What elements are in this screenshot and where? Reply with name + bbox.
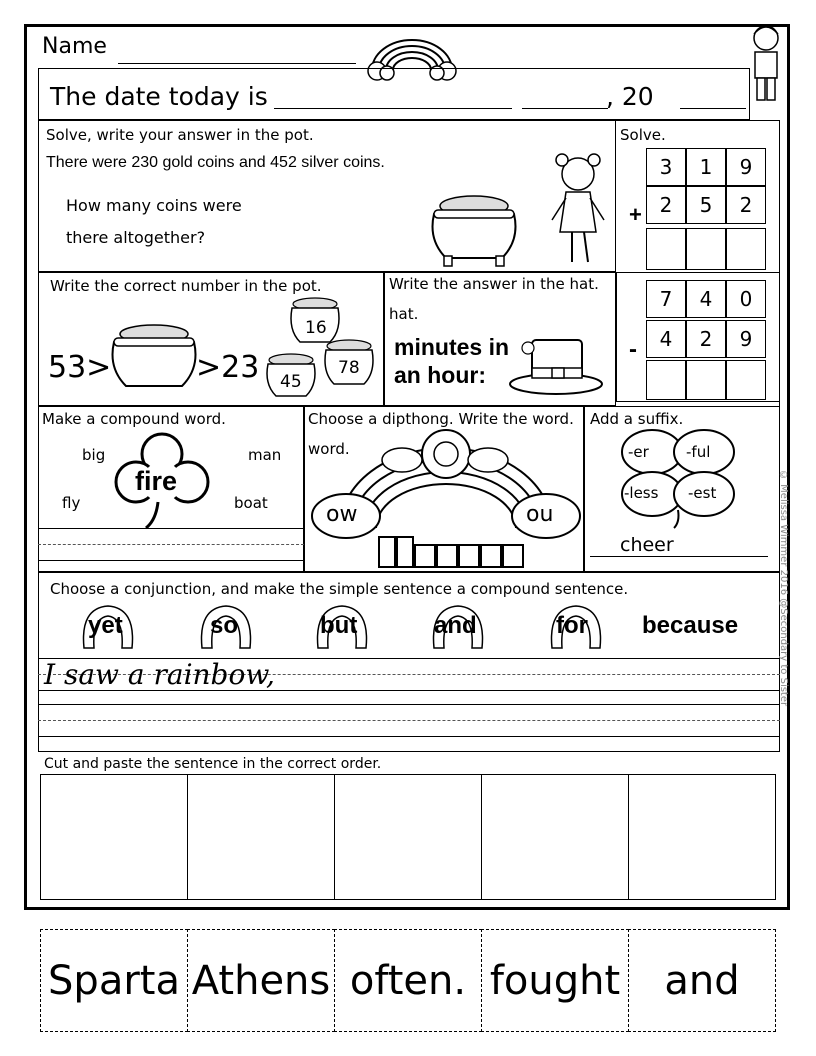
date-label: The date today is <box>50 82 268 111</box>
add-answer-cell[interactable] <box>686 228 726 270</box>
conjunction-and[interactable]: and <box>434 612 477 639</box>
cut-paste-instruction: Cut and paste the sentence in the correct order. <box>44 756 382 772</box>
cut-word-fought[interactable]: fought <box>481 929 629 1032</box>
compound-line-top <box>38 528 304 529</box>
sub-answer-cell[interactable] <box>646 360 686 400</box>
compare-instruction: Write the correct number in the pot. <box>50 277 322 295</box>
solve-label: Solve. <box>620 126 666 144</box>
minus-operator: - <box>629 336 637 363</box>
writing-line[interactable] <box>38 736 780 737</box>
sub-answer-cell[interactable] <box>726 360 766 400</box>
leprechaun-hat-icon[interactable] <box>508 334 604 398</box>
date-day-line[interactable] <box>522 108 608 109</box>
cut-word-often[interactable]: often. <box>334 929 482 1032</box>
dipthong-instruction: Choose a dipthong. Write the word. <box>308 410 574 428</box>
sub-cell: 2 <box>686 320 726 358</box>
conjunction-sentence: I saw a rainbow, <box>44 658 275 691</box>
letter-box[interactable] <box>396 536 414 568</box>
copyright-text: © Melissa Wimmer 2016 @Secondary to Sister <box>778 470 789 707</box>
name-label: Name <box>42 34 107 59</box>
hat-instruction-cont: hat. <box>389 305 419 323</box>
compound-word-fly[interactable]: fly <box>62 494 81 512</box>
compound-word-big[interactable]: big <box>82 446 106 464</box>
suffix-est[interactable]: -est <box>688 484 717 502</box>
sub-cell: 4 <box>686 280 726 318</box>
suffix-base-word: cheer <box>620 534 674 556</box>
cut-word-athens[interactable]: Athens <box>187 929 335 1032</box>
compound-line-mid <box>38 544 304 545</box>
compound-word-boat[interactable]: boat <box>234 494 268 512</box>
dipthong-option-ou[interactable]: ou <box>526 502 554 527</box>
add-cell: 5 <box>686 186 726 224</box>
letter-box[interactable] <box>436 544 458 568</box>
word-problem-question-2: there altogether? <box>66 228 206 247</box>
add-cell: 9 <box>726 148 766 186</box>
cut-word-and[interactable]: and <box>628 929 776 1032</box>
suffix-ful[interactable]: -ful <box>686 443 711 461</box>
conjunction-instruction: Choose a conjunction, and make the simple sentence a compound sentence. <box>50 580 629 598</box>
compound-word-man[interactable]: man <box>248 446 282 464</box>
add-answer-cell[interactable] <box>726 228 766 270</box>
compare-left: 53> <box>48 350 112 385</box>
paste-box[interactable] <box>187 774 335 900</box>
compound-center-word: fire <box>135 466 178 496</box>
plus-operator: + <box>629 202 642 227</box>
compound-instruction: Make a compound word. <box>42 410 226 428</box>
date-month-line[interactable] <box>274 108 512 109</box>
letter-box[interactable] <box>502 544 524 568</box>
pot-of-gold-icon[interactable] <box>426 190 522 272</box>
paste-box[interactable] <box>40 774 188 900</box>
paste-box[interactable] <box>628 774 776 900</box>
conjunction-so[interactable]: so <box>210 612 239 639</box>
word-problem-instruction: Solve, write your answer in the pot. <box>46 126 314 144</box>
name-line[interactable] <box>118 63 356 64</box>
hat-question-1: minutes in <box>394 334 510 360</box>
sub-cell: 4 <box>646 320 686 358</box>
sub-cell: 7 <box>646 280 686 318</box>
letter-box[interactable] <box>378 536 396 568</box>
sub-cell: 0 <box>726 280 766 318</box>
kid-clipart-icon <box>745 20 787 104</box>
writing-line-dashed <box>38 720 780 721</box>
hat-question-2: an hour: <box>394 362 486 388</box>
suffix-less[interactable]: -less <box>624 484 659 502</box>
dipthong-option-ow[interactable]: ow <box>326 502 358 527</box>
sub-cell: 9 <box>726 320 766 358</box>
writing-line <box>38 704 780 705</box>
dipthong-instruction-cont: word. <box>308 440 350 458</box>
suffix-instruction: Add a suffix. <box>590 410 684 428</box>
add-cell: 3 <box>646 148 686 186</box>
letter-box[interactable] <box>480 544 502 568</box>
word-problem-question-1: How many coins were <box>66 196 242 215</box>
compare-right: >23 <box>196 350 260 385</box>
letter-box[interactable] <box>458 544 480 568</box>
add-cell: 2 <box>726 186 766 224</box>
pot-option-16[interactable]: 16 <box>305 318 327 338</box>
cut-word-sparta[interactable]: Sparta <box>40 929 188 1032</box>
pot-option-45[interactable]: 45 <box>280 372 302 392</box>
conjunction-for[interactable]: for <box>556 612 588 639</box>
conjunction-because[interactable]: because <box>642 612 739 639</box>
compound-line-bottom[interactable] <box>38 560 304 561</box>
paste-box[interactable] <box>481 774 629 900</box>
date-year-prefix: , 20 <box>606 82 654 111</box>
paste-box[interactable] <box>334 774 482 900</box>
hat-instruction: Write the answer in the hat. <box>389 275 599 293</box>
girl-clipart-icon <box>546 150 610 272</box>
add-cell: 1 <box>686 148 726 186</box>
suffix-er[interactable]: -er <box>628 443 649 461</box>
sub-answer-cell[interactable] <box>686 360 726 400</box>
add-answer-cell[interactable] <box>646 228 686 270</box>
conjunction-yet[interactable]: yet <box>88 612 123 639</box>
compare-pot-icon[interactable] <box>106 320 202 402</box>
word-problem-text: There were 230 gold coins and 452 silver coins. <box>46 154 385 171</box>
suffix-answer-line[interactable] <box>590 556 768 557</box>
add-cell: 2 <box>646 186 686 224</box>
letter-box[interactable] <box>414 544 436 568</box>
conjunction-but[interactable]: but <box>320 612 358 639</box>
pot-option-78[interactable]: 78 <box>338 358 360 378</box>
four-leaf-clover-icon <box>618 426 738 530</box>
date-year-line[interactable] <box>680 108 746 109</box>
